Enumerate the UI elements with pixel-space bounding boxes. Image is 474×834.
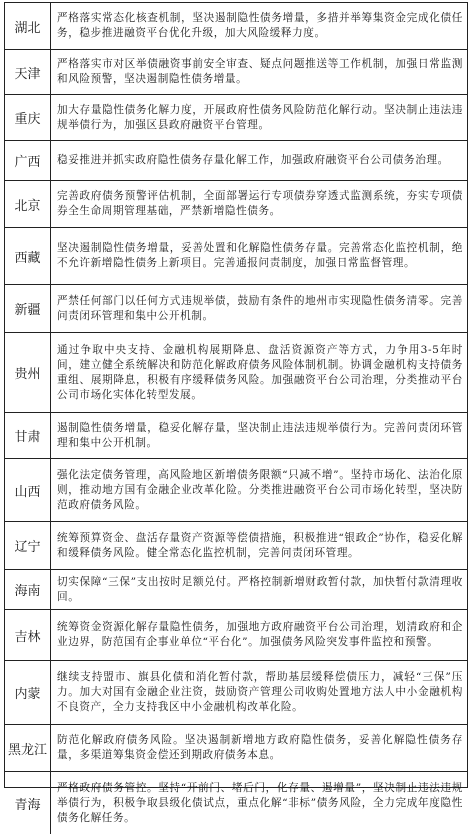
region-name: 广西 [5, 141, 51, 181]
region-name: 贵州 [5, 333, 51, 413]
policy-text: 严禁任何部门以任何方式违规举债，鼓励有条件的地州市实现隐性债务清零。完善问责闭环管理和集中公开机制。 [51, 285, 467, 333]
region-name: 天津 [5, 50, 51, 95]
policy-text: 遏制隐性债务增量，稳妥化解存量，坚决制止违法违规举债行为。完善问责闭环管理和集中公开机制。 [51, 413, 467, 459]
region-name: 西藏 [5, 228, 51, 285]
policy-text: 切实保障“三保”支出按时足额兑付。严格控制新增财政暂付款，加快暂付款清理收回。 [51, 570, 467, 610]
policy-text: 加大存量隐性债务化解力度，开展政府性债务风险防范化解行动。坚决制止违法违规举债行为，加强区县政府融资平台管理。 [51, 95, 467, 141]
policy-text: 统筹预算资金、盘活存量资产资源等偿债措施，积极推进“银政企”协作，稳妥化解和缓释债务风险。健全常态化监控机制，完善问责闭环管理。 [51, 522, 467, 570]
region-name: 黑龙江 [5, 725, 51, 772]
region-name: 青海 [5, 772, 51, 834]
region-name: 内蒙 [5, 661, 51, 725]
policy-text: 完善政府债务预警评估机制，全面部署运行专项债券穿透式监测系统，夯实专项债券全生命周期管理基础，严禁新增隐性债务。 [51, 181, 467, 228]
policy-table [4, 2, 468, 824]
policy-text: 严格落实常态化核查机制，坚决遏制隐性债务增量，多措并举筹集资金完成化债任务，稳步推进融资平台优化升级，加大风险缓释力度。 [51, 3, 467, 50]
region-name: 山西 [5, 459, 51, 522]
region-name: 甘肃 [5, 413, 51, 459]
policy-text: 严格政府债务管控。坚持“开前门、堵后门，化存量、遏增量”，坚决制止违法违规举债行为，积极争取县级化债试点，重点化解“非标”债务风险，全力完成年度隐性债务化解任务。 [57, 781, 463, 824]
policy-text: 强化法定债务管理，高风险地区新增债务限额“只减不增”。坚持市场化、法治化原则，推动地方国有金融企业改革化险。分类推进融资平台公司市场化转型，坚决防范政府债务风险。 [51, 459, 467, 522]
region-name: 海南 [5, 570, 51, 610]
region-name: 新疆 [5, 285, 51, 333]
region-name: 辽宁 [5, 522, 51, 570]
policy-text: 防范化解政府债务风险。坚决遏制新增地方政府隐性债务，妥善化解隐性债务存量，多渠道筹集资金偿还到期政府债务本息。 [51, 725, 467, 772]
policy-text: 稳妥推进并抓实政府隐性债务存量化解工作，加强政府融资平台公司债务治理。 [51, 141, 467, 181]
policy-text: 坚决遏制隐性债务增量，妥善处置和化解隐性债务存量。完善常态化监控机制，绝不允许新增隐性债务上新项目。完善通报问责制度，加强日常监督管理。 [51, 228, 467, 285]
policy-text: 继续支持盟市、旗县化债和消化暂付款，帮助基层缓释偿债压力，减轻“三保”压力。加大对国有金融企业注资，鼓励资产管理公司收购处置地方法人中小金融机构不良资产，全力支持我区中小金融机构改革化险。 [51, 661, 467, 725]
policy-text: 统筹资金资源化解存量隐性债务，加强地方政府融资平台公司治理，划清政府和企业边界，防范国有企事业单位“平台化”。加强债务风险突发事件监控和预警。 [51, 610, 467, 661]
region-name: 吉林 [5, 610, 51, 661]
region-name: 北京 [5, 181, 51, 228]
region-name: 重庆 [5, 95, 51, 141]
policy-text: 严格落实市对区举债融资事前安全审查、疑点问题推送等工作机制，加强日常监测和风险预警，坚决遏制隐性债务增量。 [51, 50, 467, 95]
region-name: 湖北 [5, 3, 51, 50]
policy-text: 通过争取中央支持、金融机构展期降息、盘活资源资产等方式，力争用3-5年时间，建立健全系统解决和防范化解政府债务风险体制机制。协调金融机构支持债务重组、展期降息，积极有序缓释债务风险。加强融资平台公司治理，分类推动平台公司市场化实体化转型发展。 [51, 333, 467, 413]
